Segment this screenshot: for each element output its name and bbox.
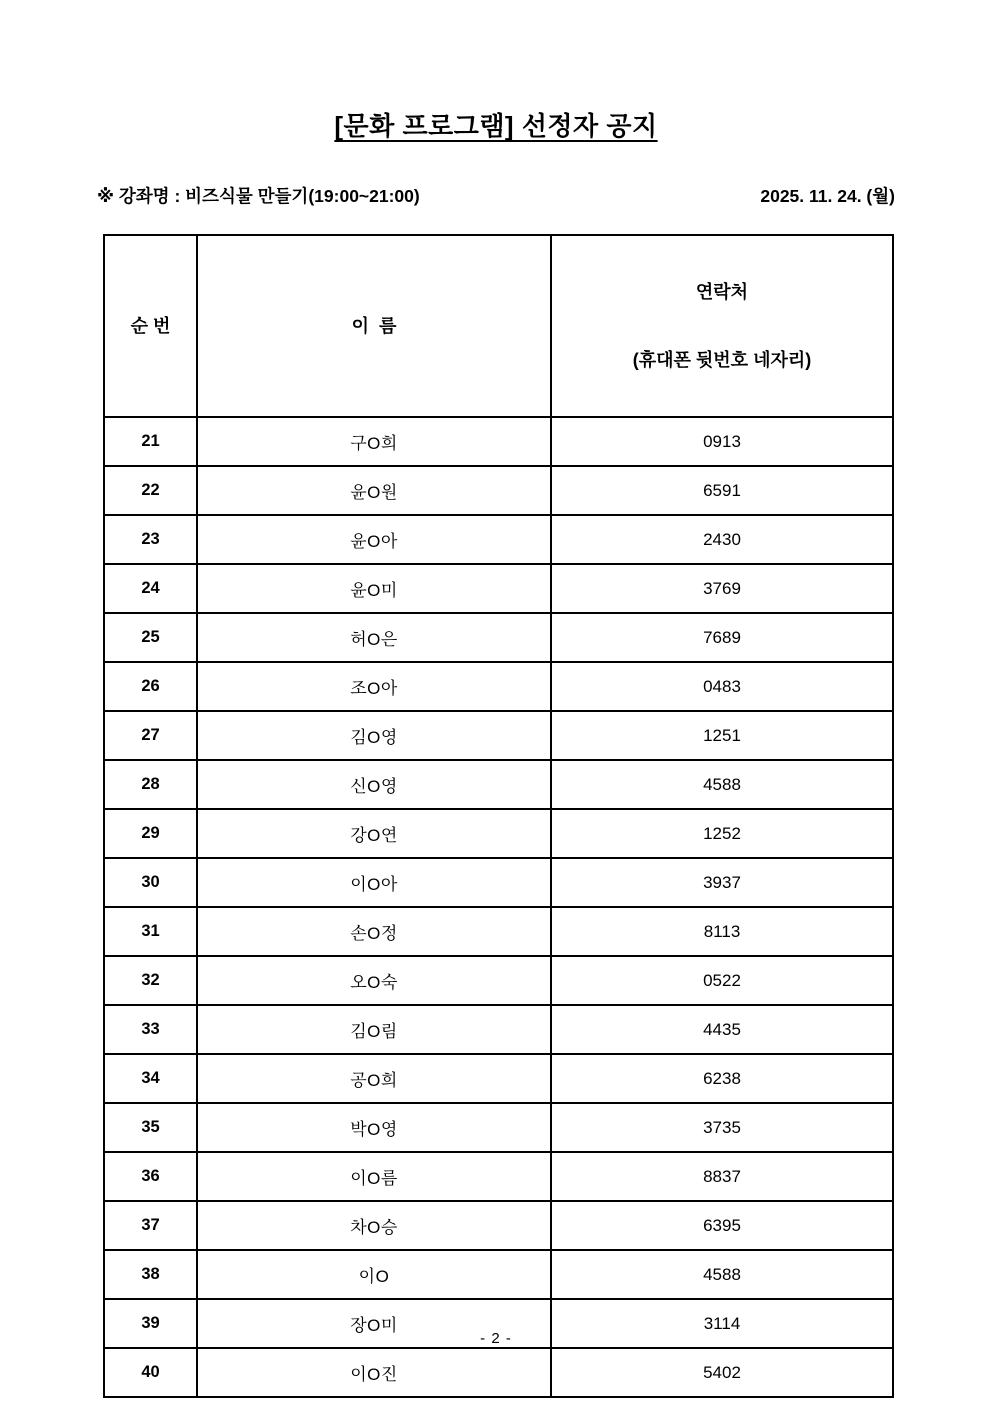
cell-number: 35 — [104, 1103, 197, 1152]
cell-phone: 1252 — [551, 809, 893, 858]
cell-number: 39 — [104, 1299, 197, 1348]
cell-number: 31 — [104, 907, 197, 956]
cell-name: 박O영 — [197, 1103, 551, 1152]
cell-number: 34 — [104, 1054, 197, 1103]
table-row — [104, 711, 893, 760]
cell-phone: 0913 — [551, 417, 893, 466]
cell-number: 40 — [104, 1348, 197, 1397]
table-row — [104, 907, 893, 956]
cell-phone: 3769 — [551, 564, 893, 613]
cell-number: 27 — [104, 711, 197, 760]
cell-name: 이O아 — [197, 858, 551, 907]
table-row — [104, 1005, 893, 1054]
cell-name: 허O은 — [197, 613, 551, 662]
cell-name: 윤O원 — [197, 466, 551, 515]
table-row — [104, 417, 893, 466]
cell-name: 오O숙 — [197, 956, 551, 1005]
table-row — [104, 858, 893, 907]
cell-name: 이O — [197, 1250, 551, 1299]
cell-phone: 4435 — [551, 1005, 893, 1054]
column-header-name: 이 름 — [197, 235, 551, 417]
page-title — [0, 106, 992, 143]
table-row — [104, 1054, 893, 1103]
cell-phone: 8837 — [551, 1152, 893, 1201]
cell-phone: 3937 — [551, 858, 893, 907]
cell-number: 21 — [104, 417, 197, 466]
cell-phone: 5402 — [551, 1348, 893, 1397]
cell-name: 이O름 — [197, 1152, 551, 1201]
cell-name: 강O연 — [197, 809, 551, 858]
notice-date: 2025. 11. 24. (월) — [760, 186, 895, 206]
table-header-row — [104, 235, 893, 417]
table-row — [104, 466, 893, 515]
cell-name: 김O영 — [197, 711, 551, 760]
column-header-contact-line1: 연락처 — [695, 282, 749, 302]
table-row — [104, 662, 893, 711]
table-row — [104, 1250, 893, 1299]
cell-number: 30 — [104, 858, 197, 907]
table-row — [104, 1348, 893, 1397]
cell-number: 28 — [104, 760, 197, 809]
cell-number: 29 — [104, 809, 197, 858]
table-row — [104, 809, 893, 858]
cell-name: 조O아 — [197, 662, 551, 711]
cell-phone: 1251 — [551, 711, 893, 760]
table-row — [104, 515, 893, 564]
cell-name: 구O희 — [197, 417, 551, 466]
cell-name: 윤O미 — [197, 564, 551, 613]
participant-table — [103, 234, 894, 1398]
table-row — [104, 956, 893, 1005]
cell-name: 이O진 — [197, 1348, 551, 1397]
cell-number: 38 — [104, 1250, 197, 1299]
table-body — [104, 417, 893, 1397]
cell-number: 32 — [104, 956, 197, 1005]
column-header-number: 순 번 — [104, 235, 197, 417]
cell-name: 신O영 — [197, 760, 551, 809]
cell-number: 25 — [104, 613, 197, 662]
table-row — [104, 1103, 893, 1152]
cell-phone: 0483 — [551, 662, 893, 711]
column-header-contact — [551, 235, 893, 417]
meta-row — [97, 183, 895, 208]
cell-number: 37 — [104, 1201, 197, 1250]
table-row — [104, 564, 893, 613]
cell-number: 33 — [104, 1005, 197, 1054]
cell-phone: 0522 — [551, 956, 893, 1005]
page-title-text: [문화 프로그램] 선정자 공지 — [334, 111, 658, 141]
table-row — [104, 613, 893, 662]
page-number: - 2 - — [480, 1330, 512, 1347]
cell-name: 공O희 — [197, 1054, 551, 1103]
cell-number: 36 — [104, 1152, 197, 1201]
cell-phone: 4588 — [551, 1250, 893, 1299]
course-name-label: ※ 강좌명 : 비즈식물 만들기(19:00~21:00) — [97, 186, 420, 206]
cell-number: 23 — [104, 515, 197, 564]
table-row — [104, 760, 893, 809]
cell-phone: 3735 — [551, 1103, 893, 1152]
cell-phone: 3114 — [551, 1299, 893, 1348]
table-row — [104, 1201, 893, 1250]
cell-phone: 6238 — [551, 1054, 893, 1103]
column-header-contact-line2: (휴대폰 뒷번호 네자리) — [632, 349, 812, 370]
table-row — [104, 1152, 893, 1201]
cell-name: 차O승 — [197, 1201, 551, 1250]
cell-name: 윤O아 — [197, 515, 551, 564]
cell-phone: 4588 — [551, 760, 893, 809]
cell-name: 김O림 — [197, 1005, 551, 1054]
cell-number: 24 — [104, 564, 197, 613]
cell-number: 22 — [104, 466, 197, 515]
cell-phone: 7689 — [551, 613, 893, 662]
cell-phone: 8113 — [551, 907, 893, 956]
cell-name: 손O정 — [197, 907, 551, 956]
cell-phone: 6591 — [551, 466, 893, 515]
cell-name: 장O미 — [197, 1299, 551, 1348]
cell-phone: 6395 — [551, 1201, 893, 1250]
cell-number: 26 — [104, 662, 197, 711]
table-header — [104, 235, 893, 417]
cell-phone: 2430 — [551, 515, 893, 564]
